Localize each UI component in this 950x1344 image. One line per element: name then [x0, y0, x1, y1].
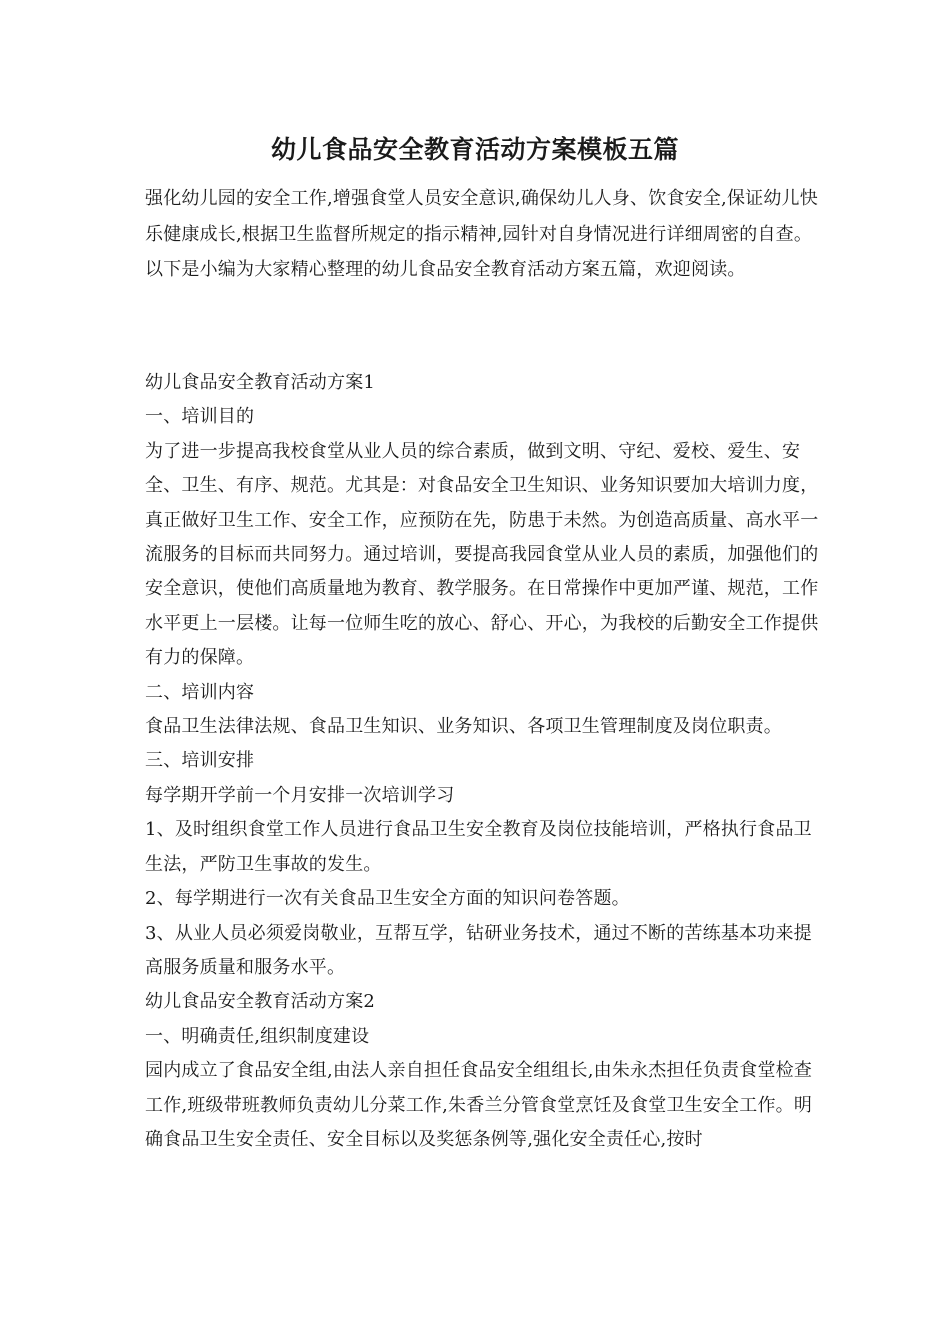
list-item: 3、从业人员必须爱岗敬业，互帮互学，钻研业务技术，通过不断的苦练基本功来提高服务质量和服务水平。	[145, 922, 812, 978]
list-item: 1、及时组织食堂工作人员进行食品卫生安全教育及岗位技能培训，严格执行食品卫生法，严防卫生事故的发生。	[145, 819, 812, 875]
section-heading: 幼儿食品安全教育活动方案1	[145, 372, 376, 393]
document-body	[145, 366, 825, 1157]
body-paragraph: 食品卫生法律法规、食品卫生知识、业务知识、各项卫生管理制度及岗位职责。	[145, 716, 782, 738]
intro-paragraph: 强化幼儿园的安全工作,增强食堂人员安全意识,确保幼儿人身、饮食安全,保证幼儿快乐健康成长,根据卫生监督所规定的指示精神,园针对自身情况进行详细周密的自查。以下是小编为大家精心整理的幼儿食品安全教育活动方案五篇，欢迎阅读。	[145, 188, 818, 280]
subsection-heading: 一、培训目的	[145, 406, 255, 428]
body-paragraph: 园内成立了食品安全组,由法人亲自担任食品安全组组长,由朱永杰担任负责食堂检查工作,班级带班教师负责幼儿分菜工作,朱香兰分管食堂烹饪及食堂卫生安全工作。明确食品卫生安全责任、安全目标以及奖惩条例等,强化安全责任心,按时	[145, 1060, 813, 1150]
subsection-heading: 三、培训安排	[145, 750, 255, 772]
list-item: 2、每学期进行一次有关食品卫生安全方面的知识问卷答题。	[145, 888, 630, 910]
body-paragraph: 为了进一步提高我校食堂从业人员的综合素质，做到文明、守纪、爱校、爱生、安全、卫生、有序、规范。尤其是：对食品安全卫生知识、业务知识要加大培训力度，真正做好卫生工作、安全工作，应预防在先，防患于未然。为创造高质量、高水平一流服务的目标而共同努力。通过培训，要提高我园食堂从业人员的素质，加强他们的安全意识，使他们高质量地为教育、教学服务。在日常操作中更加严谨、规范，工作水平更上一层楼。让每一位师生吃的放心、舒心、开心，为我校的后勤安全工作提供有力的保障。	[145, 440, 819, 669]
document-title: 幼儿食品安全教育活动方案模板五篇	[270, 135, 679, 164]
body-paragraph: 每学期开学前一个月安排一次培训学习	[145, 784, 455, 806]
subsection-heading: 一、明确责任,组织制度建设	[145, 1025, 370, 1047]
subsection-heading: 二、培训内容	[145, 681, 255, 703]
section-heading: 幼儿食品安全教育活动方案2	[145, 991, 376, 1013]
